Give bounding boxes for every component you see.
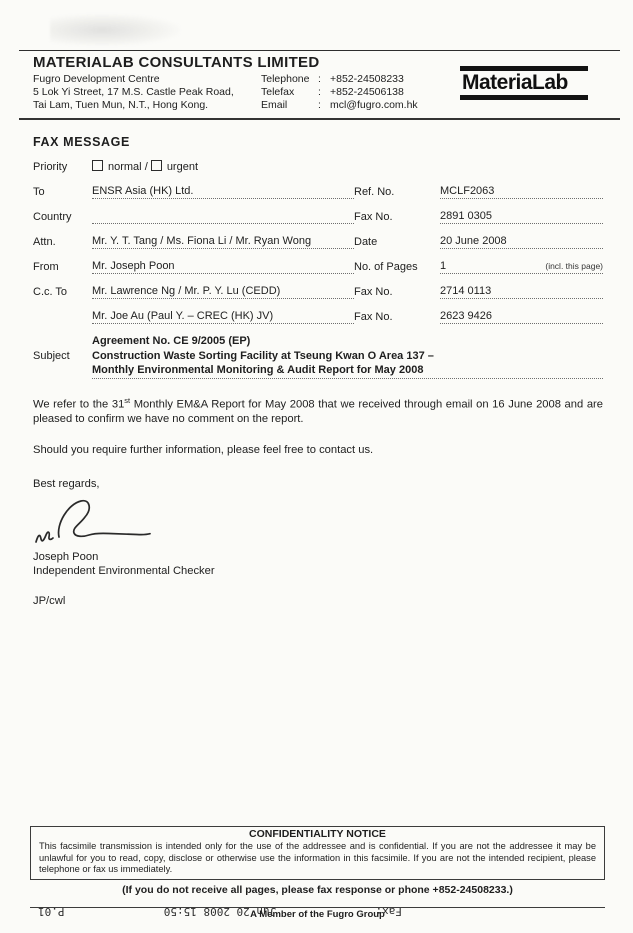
company-name: MATERIALAB CONSULTANTS LIMITED (33, 54, 320, 71)
field-value-fax-no: 2891 0305 (440, 209, 603, 224)
address-line: Tai Lam, Tuen Mun, N.T., Hong Kong. (33, 99, 209, 111)
field-label-date: Date (354, 236, 378, 248)
priority-label: Priority (33, 161, 68, 173)
normal-checkbox (92, 160, 103, 171)
subject-line: Agreement No. CE 9/2005 (EP) (92, 335, 251, 347)
fax-imprint-timestamp: Jun 20 2008 15:50 (163, 905, 277, 918)
field-value-date: 20 June 2008 (440, 234, 603, 249)
body-paragraph-1 (33, 393, 603, 428)
field-label-fax-no3: Fax No. (354, 311, 393, 323)
contact-block (261, 73, 418, 112)
address-block (33, 73, 261, 112)
fax-imprint-page: P.01 (38, 905, 65, 918)
pages-count: 1 (440, 260, 447, 272)
field-label-cc-to: C.c. To (33, 286, 68, 298)
field-value-pages (440, 259, 603, 274)
priority-option-urgent: urgent (166, 161, 199, 173)
contact-separator: : (318, 86, 321, 98)
priority-option-normal: normal (108, 161, 142, 173)
contact-row (261, 99, 418, 112)
contact-row (261, 73, 418, 86)
fax-imprint-label: Fax: (375, 905, 402, 918)
field-value-fax-no3: 2623 9426 (440, 309, 603, 324)
contact-row (261, 86, 418, 99)
field-label-pages: No. of Pages (354, 261, 418, 273)
field-label-from: From (33, 261, 59, 273)
priority-separator: / (144, 161, 148, 173)
member-line: A Member of the Fugro Group (250, 908, 385, 920)
confidentiality-text: This facsimile transmission is intended only for the use of the addressee and is confidential. If you are not the addressee it may be unlawful for you to read, copy, disclose or otherwise use the information in this facsimile. If you are not the intended recipient, please telephone or fax us immediately. (39, 841, 596, 874)
contact-label: Email (261, 99, 288, 111)
fax-fields-grid (33, 160, 603, 324)
subject-line: Construction Waste Sorting Facility at Tseung Kwan O Area 137 – (92, 349, 434, 362)
field-value-country (92, 209, 354, 224)
signature (29, 492, 179, 550)
subject-label: Subject (33, 350, 70, 363)
contact-label: Telephone (261, 73, 310, 85)
field-value-cc2: Mr. Joe Au (Paul Y. – CREC (HK) JV) (92, 309, 354, 324)
letterhead-left (33, 54, 418, 112)
body-text: Monthly EM&A Report for May 2008 that we received through email on 16 June 2008 and are pleased to confirm we have no comment on the report. (33, 398, 603, 426)
contact-value: +852-24508233 (330, 73, 404, 85)
field-value-cc1: Mr. Lawrence Ng / Mr. P. Y. Lu (CEDD) (92, 284, 354, 299)
ordinal-superscript: st (124, 395, 131, 405)
subject-line: Monthly Environmental Monitoring & Audit Report for May 2008 (92, 363, 603, 379)
logo-text: MateriaLab (462, 71, 568, 94)
fax-imprint (38, 905, 402, 918)
contact-separator: : (318, 99, 321, 111)
contact-label: Telefax (261, 86, 295, 98)
logo-bar-bottom (460, 95, 588, 100)
materialab-logo (460, 66, 588, 112)
address-line: 5 Lok Yi Street, 17 M.S. Castle Peak Road, (33, 86, 234, 98)
field-value-ref-no: MCLF2063 (440, 184, 603, 199)
fax-form (33, 160, 603, 607)
field-label-attn: Attn. (33, 236, 56, 248)
contact-value: +852-24506138 (330, 86, 404, 98)
signer-name: Joseph Poon (33, 551, 99, 564)
body-text: We refer to the 31 (33, 398, 125, 411)
field-label-ref-no: Ref. No. (354, 186, 395, 198)
scan-smudge (50, 14, 180, 46)
pages-note: (incl. this page) (545, 261, 603, 271)
signer-title: Independent Environmental Checker (33, 565, 215, 578)
field-label-to: To (33, 186, 45, 198)
letterhead (19, 50, 620, 120)
urgent-checkbox (151, 160, 162, 171)
contact-value: mcl@fugro.com.hk (330, 99, 418, 111)
confidentiality-box (30, 826, 605, 880)
field-label-country: Country (33, 211, 72, 223)
field-label-fax-no: Fax No. (354, 211, 393, 223)
receive-note: (If you do not receive all pages, please fax response or phone +852-24508233.) (122, 883, 513, 896)
confidentiality-title: CONFIDENTIALITY NOTICE (249, 828, 386, 840)
field-value-attn: Mr. Y. T. Tang / Ms. Fiona Li / Mr. Ryan Wong (92, 234, 354, 249)
field-value-fax-no2: 2714 0113 (440, 284, 603, 299)
closing: Best regards, (33, 478, 100, 491)
contact-separator: : (318, 73, 321, 85)
field-label-fax-no2: Fax No. (354, 286, 393, 298)
field-value-to: ENSR Asia (HK) Ltd. (92, 184, 354, 199)
reference-initials: JP/cwl (33, 595, 66, 608)
address-line: Fugro Development Centre (33, 73, 160, 85)
subject-block (33, 334, 603, 379)
body-paragraph-2: Should you require further information, please feel free to contact us. (33, 444, 374, 457)
subject-lines (92, 334, 603, 379)
priority-value (92, 160, 354, 174)
field-value-from: Mr. Joseph Poon (92, 259, 354, 274)
fax-message-title: FAX MESSAGE (33, 135, 130, 149)
